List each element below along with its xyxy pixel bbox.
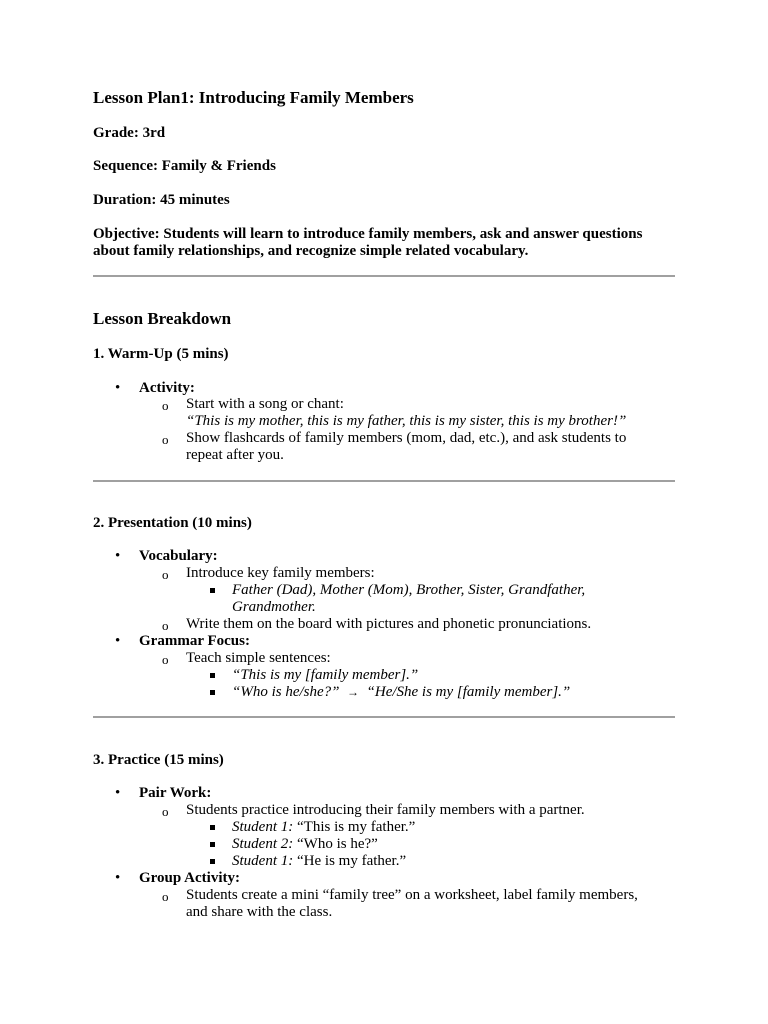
circle-bullet: o xyxy=(162,618,169,633)
grammar-sentence-2 xyxy=(232,684,570,701)
duration-line: Duration: 45 minutes xyxy=(93,192,230,208)
grammar-answer: “He/She is my [family member].” xyxy=(366,684,571,700)
speaker-label: Student 1: xyxy=(232,819,294,835)
dialogue-text: “He is my father.” xyxy=(293,853,407,869)
circle-bullet: o xyxy=(162,804,169,819)
page-title: Lesson Plan1: Introducing Family Members xyxy=(93,88,414,107)
dialogue-text: “This is my father.” xyxy=(293,819,416,835)
disc-bullet: • xyxy=(115,548,121,564)
speaker-label: Student 2: xyxy=(232,836,294,852)
square-bullet xyxy=(210,690,215,695)
warmup-item-1: Start with a song or chant: xyxy=(186,396,344,412)
group-item-1: Students create a mini “family tree” on a worksheet, label family members, xyxy=(186,887,638,903)
divider xyxy=(93,716,675,718)
disc-bullet: • xyxy=(115,380,121,396)
practice-heading: 3. Practice (15 mins) xyxy=(93,752,224,768)
pair-item-1: Students practice introducing their family members with a partner. xyxy=(186,802,585,818)
objective-line-2: about family relationships, and recognize simple related vocabulary. xyxy=(93,243,529,259)
grammar-question: “Who is he/she?” xyxy=(232,684,340,700)
section-heading: Lesson Breakdown xyxy=(93,309,232,328)
square-bullet xyxy=(210,842,215,847)
group-activity-label: Group Activity: xyxy=(139,870,240,886)
circle-bullet: o xyxy=(162,652,169,667)
vocab-item-1: Introduce key family members: xyxy=(186,565,375,581)
dialogue-line-1 xyxy=(232,819,415,836)
divider xyxy=(93,275,675,277)
grammar-label: Grammar Focus: xyxy=(139,633,250,649)
warmup-heading: 1. Warm-Up (5 mins) xyxy=(93,346,229,362)
square-bullet xyxy=(210,673,215,678)
objective-line-1: Objective: Students will learn to introduce family members, ask and answer questions xyxy=(93,226,643,242)
disc-bullet: • xyxy=(115,633,121,649)
circle-bullet: o xyxy=(162,567,169,582)
warmup-item-2: Show flashcards of family members (mom, dad, etc.), and ask students to xyxy=(186,430,627,446)
activity-label: Activity: xyxy=(139,380,195,396)
grade-line: Grade: 3rd xyxy=(93,125,166,141)
dialogue-line-3 xyxy=(232,853,406,870)
vocab-item-2: Write them on the board with pictures and phonetic pronunciations. xyxy=(186,616,592,632)
vocabulary-label: Vocabulary: xyxy=(139,548,218,564)
square-bullet xyxy=(210,588,215,593)
vocab-list: Father (Dad), Mother (Mom), Brother, Sister, Grandfather, xyxy=(232,582,586,598)
square-bullet xyxy=(210,825,215,830)
dialogue-text: “Who is he?” xyxy=(293,836,378,852)
group-item-1-cont: and share with the class. xyxy=(186,904,333,920)
grammar-sentence-1: “This is my [family member].” xyxy=(232,667,419,683)
sequence-line: Sequence: Family & Friends xyxy=(93,158,276,174)
disc-bullet: • xyxy=(115,785,121,801)
circle-bullet: o xyxy=(162,889,169,904)
pair-work-label: Pair Work: xyxy=(139,785,212,801)
warmup-item-2-cont: repeat after you. xyxy=(186,447,284,463)
square-bullet xyxy=(210,859,215,864)
circle-bullet: o xyxy=(162,432,169,447)
vocab-list-cont: Grandmother. xyxy=(232,599,316,615)
disc-bullet: • xyxy=(115,870,121,886)
divider xyxy=(93,480,675,482)
presentation-heading: 2. Presentation (10 mins) xyxy=(93,515,252,531)
dialogue-line-2 xyxy=(232,836,378,853)
speaker-label: Student 1: xyxy=(232,853,294,869)
circle-bullet: o xyxy=(162,398,169,413)
warmup-chant: “This is my mother, this is my father, this is my sister, this is my brother!” xyxy=(186,413,627,429)
grammar-item-1: Teach simple sentences: xyxy=(186,650,331,666)
arrow-icon: → xyxy=(347,685,360,699)
